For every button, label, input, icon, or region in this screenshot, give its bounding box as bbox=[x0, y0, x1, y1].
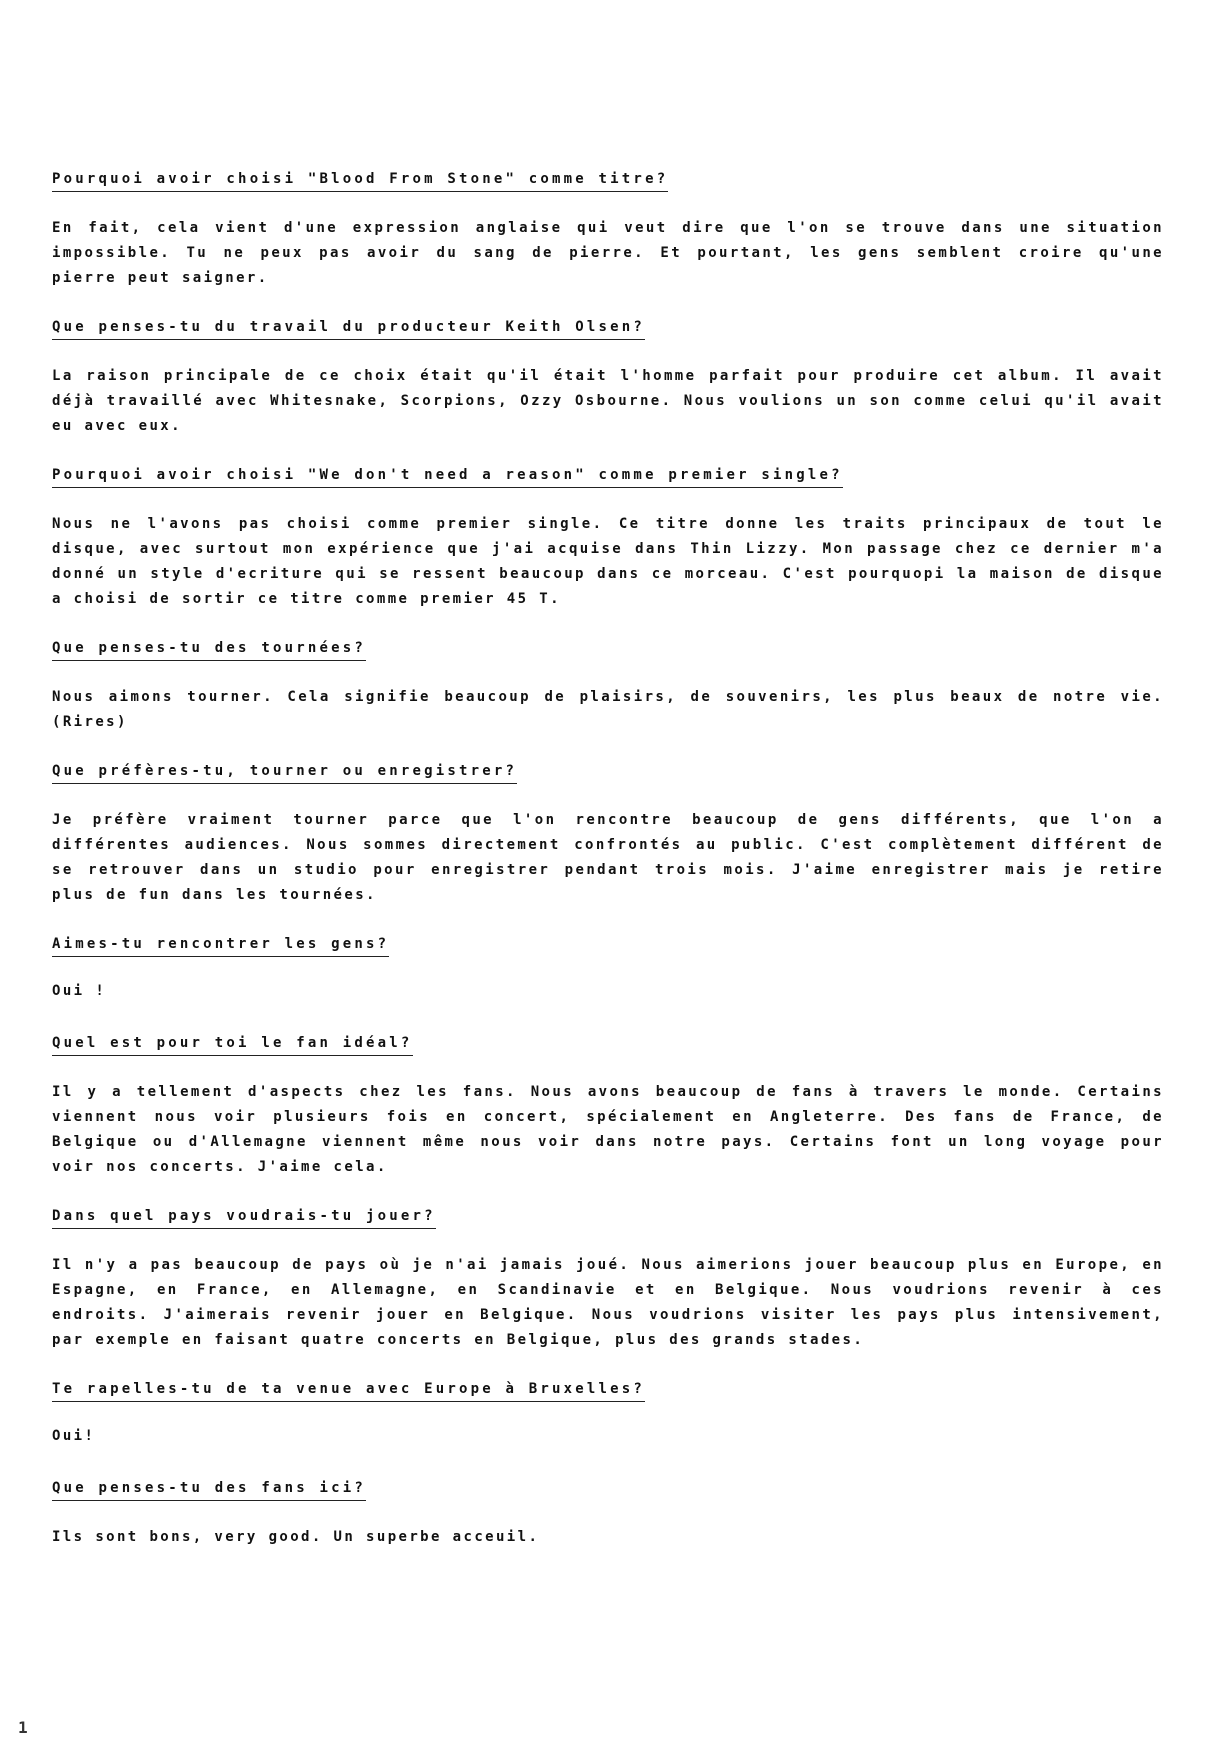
interview-question: Pourquoi avoir choisi "We don't need a reason" comme premier single? bbox=[52, 466, 843, 488]
interview-answer: Ils sont bons, very good. Un superbe acceuil. bbox=[52, 1529, 540, 1545]
interview-page bbox=[52, 168, 1164, 1575]
qa-block bbox=[52, 1477, 1164, 1550]
interview-question: Que penses-tu des tournées? bbox=[52, 639, 366, 661]
interview-answer: Nous aimons tourner. Cela signifie beaucoup de plaisirs, de souvenirs, les plus beaux de notre vie. (Rires) bbox=[52, 689, 1164, 730]
interview-answer: Il y a tellement d'aspects chez les fans. Nous avons beaucoup de fans à travers le monde. Certains viennent nous voir plusieurs fois en concert, spécialement en Angleterre. Des fans de France, de Belgique ou d'Allemagne viennent même nous voir dans notre pays. Certains font un long voyage pour voir nos concerts. J'aime cela. bbox=[52, 1084, 1164, 1175]
qa-block bbox=[52, 637, 1164, 735]
qa-block bbox=[52, 933, 1164, 1004]
qa-block bbox=[52, 1378, 1164, 1449]
interview-question: Aimes-tu rencontrer les gens? bbox=[52, 935, 389, 957]
interview-answer: Oui ! bbox=[52, 983, 107, 999]
interview-question: Que préfères-tu, tourner ou enregistrer? bbox=[52, 762, 517, 784]
qa-block bbox=[52, 168, 1164, 291]
qa-block bbox=[52, 1205, 1164, 1353]
interview-question: Quel est pour toi le fan idéal? bbox=[52, 1034, 413, 1056]
interview-question: Te rapelles-tu de ta venue avec Europe à Bruxelles? bbox=[52, 1380, 645, 1402]
interview-answer: Je préfère vraiment tourner parce que l'on rencontre beaucoup de gens différents, que l'on a différentes audiences. Nous sommes directement confrontés au public. C'est complètement différent de se retrouver dans un studio pour enregistrer pendant trois mois. J'aime enregistrer mais je retire plus de fun dans les tournées. bbox=[52, 812, 1164, 903]
interview-answer: En fait, cela vient d'une expression anglaise qui veut dire que l'on se trouve dans une situation impossible. Tu ne peux pas avoir du sang de pierre. Et pourtant, les gens semblent croire qu'une pierre peut saigner. bbox=[52, 220, 1164, 286]
interview-answer: La raison principale de ce choix était qu'il était l'homme parfait pour produire cet album. Il avait déjà travaillé avec Whitesnake, Scorpions, Ozzy Osbourne. Nous voulions un son comme celui qu'il avait eu avec eux. bbox=[52, 368, 1164, 434]
page-mark: 1 bbox=[18, 1718, 28, 1737]
qa-block bbox=[52, 316, 1164, 439]
qa-block bbox=[52, 760, 1164, 908]
interview-answer: Il n'y a pas beaucoup de pays où je n'ai jamais joué. Nous aimerions jouer beaucoup plus en Europe, en Espagne, en France, en Allemagne, en Scandinavie et en Belgique. Nous voudrions revenir à ces endroits. J'aimerais revenir jouer en Belgique. Nous voudrions visiter les pays plus intensivement, par exemple en faisant quatre concerts en Belgique, plus des grands stades. bbox=[52, 1257, 1164, 1348]
interview-question: Que penses-tu des fans ici? bbox=[52, 1479, 366, 1501]
interview-question: Que penses-tu du travail du producteur Keith Olsen? bbox=[52, 318, 645, 340]
interview-answer: Oui! bbox=[52, 1428, 96, 1444]
interview-question: Dans quel pays voudrais-tu jouer? bbox=[52, 1207, 436, 1229]
interview-answer: Nous ne l'avons pas choisi comme premier single. Ce titre donne les traits principaux de tout le disque, avec surtout mon expérience que j'ai acquise dans Thin Lizzy. Mon passage chez ce dernier m'a donné un style d'ecriture qui se ressent beaucoup dans ce morceau. C'est pourquopi la maison de disque a choisi de sortir ce titre comme premier 45 T. bbox=[52, 516, 1164, 607]
qa-block bbox=[52, 1032, 1164, 1180]
qa-block bbox=[52, 464, 1164, 612]
interview-question: Pourquoi avoir choisi "Blood From Stone" comme titre? bbox=[52, 170, 668, 192]
